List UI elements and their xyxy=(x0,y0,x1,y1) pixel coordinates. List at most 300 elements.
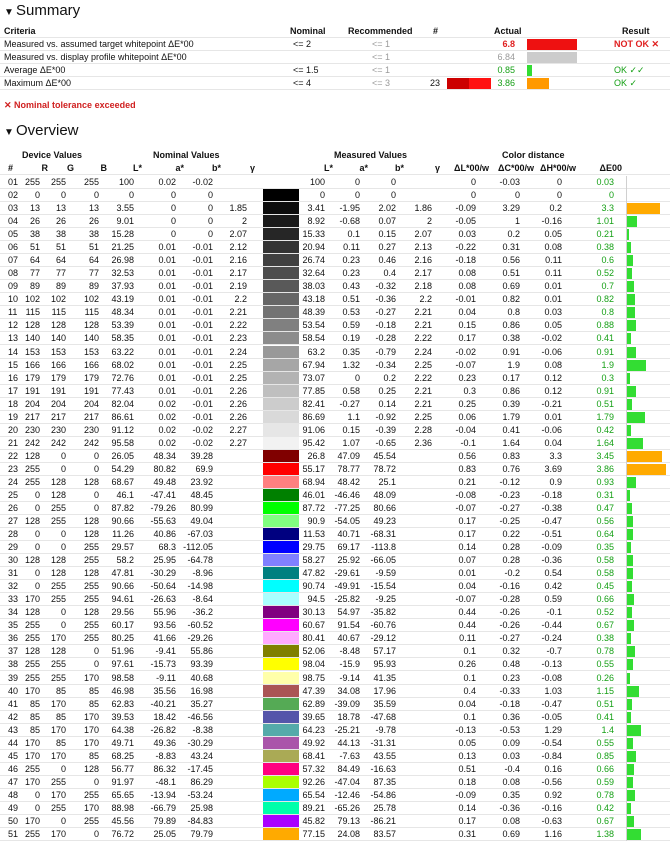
overview-cell: -0.65 xyxy=(375,438,396,448)
overview-cell: 0.42 xyxy=(596,803,614,813)
overview-cell: 2.17 xyxy=(229,268,247,278)
overview-cell: 0.28 xyxy=(502,555,520,565)
overview-cell: 29.75 xyxy=(302,542,325,552)
overview-cell: 37.93 xyxy=(111,281,134,291)
overview-cell: 0 xyxy=(60,764,66,774)
overview-cell: 0 xyxy=(34,790,40,800)
overview-cell: -46.56 xyxy=(187,712,213,722)
overview-cell: 63.2 xyxy=(307,347,325,357)
overview-col-header: b* xyxy=(395,163,404,173)
summary-header-actual: Actual xyxy=(494,26,522,36)
overview-cell: -15.54 xyxy=(370,581,396,591)
overview-cell: 179 xyxy=(24,373,40,383)
overview-cell: 153 xyxy=(83,347,99,357)
overview-cell: 48.39 xyxy=(302,307,325,317)
overview-cell: 32.64 xyxy=(302,268,325,278)
delta-e-bar xyxy=(627,659,633,670)
overview-cell: 06 xyxy=(8,242,19,252)
overview-cell: 34.08 xyxy=(337,686,360,696)
overview-cell: 255 xyxy=(83,542,99,552)
overview-cell: 0.28 xyxy=(502,542,520,552)
overview-cell: 128 xyxy=(50,477,66,487)
overview-cell: 0 xyxy=(60,620,66,630)
overview-cell: -0.03 xyxy=(499,177,520,187)
overview-cell: 0.58 xyxy=(596,568,614,578)
overview-cell: 0.8 xyxy=(507,307,520,317)
overview-cell: 38 xyxy=(29,229,40,239)
overview-cell: 255 xyxy=(24,620,40,630)
overview-cell: 1.79 xyxy=(596,412,614,422)
overview-cell: 2 xyxy=(241,216,247,226)
delta-e-bar xyxy=(627,333,631,344)
overview-cell: -0.01 xyxy=(192,373,213,383)
overview-cell: 2.22 xyxy=(414,333,432,343)
overview-cell: -9.59 xyxy=(375,568,396,578)
overview-cell: 0.01 xyxy=(158,307,176,317)
overview-cell: 30 xyxy=(8,555,19,565)
overview-cell: 0.35 xyxy=(596,542,614,552)
overview-cell: 0.01 xyxy=(158,242,176,252)
overview-cell: 11 xyxy=(8,307,18,317)
delta-e-bar xyxy=(627,581,632,592)
overview-cell: -8.83 xyxy=(155,751,176,761)
delta-e-bar xyxy=(627,699,632,710)
overview-cell: -84.83 xyxy=(187,816,213,826)
overview-cell: 230 xyxy=(50,425,66,435)
overview-cell: -0.08 xyxy=(541,673,562,683)
summary-actual-bar xyxy=(527,65,532,76)
overview-cell: 0.07 xyxy=(458,555,476,565)
overview-cell: 62.89 xyxy=(302,699,325,709)
overview-row-divider xyxy=(0,344,670,345)
overview-cell: 2.12 xyxy=(229,242,247,252)
overview-cell: 21.25 xyxy=(111,242,134,252)
overview-cell: -0.47 xyxy=(541,699,562,709)
overview-cell: 39.28 xyxy=(190,451,213,461)
overview-cell: 2.16 xyxy=(229,255,247,265)
overview-cell: 77 xyxy=(29,268,40,278)
overview-cell: 68.67 xyxy=(111,477,134,487)
overview-cell: 255 xyxy=(24,673,40,683)
overview-cell: 170 xyxy=(83,803,99,813)
delta-e-bar xyxy=(627,712,631,723)
delta-e-bar xyxy=(627,777,633,788)
overview-cell: -0.01 xyxy=(192,294,213,304)
overview-cell: 170 xyxy=(83,725,99,735)
overview-cell: 0 xyxy=(93,190,99,200)
overview-col-header: ΔH*00/w xyxy=(540,163,576,173)
overview-cell: 255 xyxy=(50,581,66,591)
overview-cell: 0.41 xyxy=(596,333,614,343)
overview-cell: -0.54 xyxy=(541,738,562,748)
overview-cell: 1.38 xyxy=(596,829,614,839)
overview-cell: 0 xyxy=(556,190,562,200)
overview-cell: 18.78 xyxy=(337,712,360,722)
overview-cell: 0.25 xyxy=(458,399,476,409)
overview-cell: 51.96 xyxy=(111,646,134,656)
overview-cell: 80.82 xyxy=(153,464,176,474)
overview-cell: 0.86 xyxy=(502,386,520,396)
overview-cell: 170 xyxy=(50,699,66,709)
overview-cell: 40.68 xyxy=(190,673,213,683)
summary-criteria: Measured vs. display profile whitepoint ΔE*00 xyxy=(4,52,187,62)
overview-cell: -0.24 xyxy=(541,633,562,643)
overview-cell: 83.57 xyxy=(373,829,396,839)
summary-row xyxy=(0,38,670,50)
overview-cell: -49.91 xyxy=(334,581,360,591)
overview-col-header: ΔE00 xyxy=(599,163,622,173)
overview-cell: 0.52 xyxy=(596,268,614,278)
overview-cell: 0.01 xyxy=(158,281,176,291)
overview-cell: 11.53 xyxy=(303,529,325,539)
summary-heading[interactable]: ▼ Summary xyxy=(4,2,81,19)
overview-cell: 170 xyxy=(50,633,66,643)
overview-cell: 79.13 xyxy=(337,816,360,826)
overview-cell: 51 xyxy=(88,242,99,252)
overview-cell: 0.23 xyxy=(342,255,360,265)
overview-cell: 170 xyxy=(83,673,99,683)
overview-cell: 42 xyxy=(8,712,19,722)
overview-cell: 0.01 xyxy=(158,255,176,265)
overview-cell: 78.77 xyxy=(337,464,360,474)
overview-cell: 0.01 xyxy=(158,360,176,370)
overview-cell: 242 xyxy=(83,438,99,448)
overview-row-divider xyxy=(0,670,670,671)
overview-cell: 68.25 xyxy=(111,751,134,761)
overview-cell: 95.42 xyxy=(302,438,325,448)
overview-cell: 0.78 xyxy=(596,790,614,800)
overview-cell: 82.41 xyxy=(302,399,325,409)
summary-recommended: <= 1 xyxy=(372,39,391,49)
summary-criteria: Average ΔE*00 xyxy=(4,65,66,75)
overview-cell: 0.1 xyxy=(463,712,476,722)
overview-cell: 47.82 xyxy=(302,568,325,578)
overview-cell: 0.01 xyxy=(458,568,476,578)
overview-cell: 1.15 xyxy=(596,686,614,696)
overview-cell: 47 xyxy=(8,777,19,787)
overview-cell: 89 xyxy=(29,281,40,291)
overview-cell: -0.38 xyxy=(541,503,562,513)
overview-cell: 0.01 xyxy=(544,281,562,291)
delta-e-bar xyxy=(627,386,636,397)
delta-e-bar xyxy=(627,503,632,514)
overview-col-header: γ xyxy=(434,163,440,173)
overview-cell: 0.78 xyxy=(596,646,614,656)
delta-e-bar xyxy=(627,255,633,266)
overview-cell: 79.89 xyxy=(153,816,176,826)
overview-col-header: B xyxy=(100,163,107,173)
overview-cell: 0.1 xyxy=(347,229,360,239)
overview-cell: 0 xyxy=(93,490,99,500)
overview-cell: 2.02 xyxy=(378,203,396,213)
overview-cell: 49 xyxy=(8,803,19,813)
collapse-triangle-icon[interactable]: ▼ xyxy=(4,7,14,18)
overview-cell: 0 xyxy=(34,490,40,500)
overview-cell: 128 xyxy=(50,555,66,565)
overview-cell: -0.47 xyxy=(541,516,562,526)
overview-cell: 34 xyxy=(8,607,19,617)
overview-cell: -7.63 xyxy=(339,751,360,761)
overview-cell: -0.07 xyxy=(455,503,476,513)
overview-cell: 87.82 xyxy=(111,503,134,513)
delta-e-bar xyxy=(627,373,630,384)
overview-cell: 52.06 xyxy=(302,646,325,656)
overview-cell: 0 xyxy=(207,216,213,226)
delta-e-bar xyxy=(627,542,631,553)
overview-cell: 72.76 xyxy=(111,373,134,383)
overview-col-header: a* xyxy=(175,163,184,173)
overview-col-header: L* xyxy=(133,163,142,173)
overview-cell: 0 xyxy=(60,529,66,539)
overview-cell: 49.36 xyxy=(153,738,176,748)
overview-cell: 0 xyxy=(354,373,360,383)
overview-cell: 255 xyxy=(50,177,66,187)
overview-cell: 0.21 xyxy=(458,477,476,487)
overview-cell: 58.54 xyxy=(302,333,325,343)
overview-cell: 0 xyxy=(60,607,66,617)
overview-cell: 87.35 xyxy=(373,777,396,787)
overview-cell: 47.09 xyxy=(337,451,360,461)
overview-cell: 255 xyxy=(83,594,99,604)
overview-cell: -0.63 xyxy=(541,816,562,826)
overview-cell: 0.26 xyxy=(596,673,614,683)
summary-recommended: <= 1 xyxy=(372,52,391,62)
overview-cell: -0.02 xyxy=(455,347,476,357)
overview-cell: 0.15 xyxy=(342,425,360,435)
overview-cell: 46.98 xyxy=(111,686,134,696)
overview-cell: 64 xyxy=(29,255,40,265)
summary-count: 23 xyxy=(430,78,441,88)
overview-cell: 22 xyxy=(8,451,19,461)
overview-cell: 87.72 xyxy=(302,503,325,513)
overview-cell: 77.43 xyxy=(111,386,134,396)
overview-cell: 13 xyxy=(29,203,40,213)
overview-cell: -8.96 xyxy=(192,568,213,578)
overview-cell: -25.21 xyxy=(334,725,360,735)
overview-cell: 0 xyxy=(354,190,360,200)
delta-e-bar xyxy=(627,686,639,697)
overview-cell: -0.02 xyxy=(192,177,213,187)
overview-cell: 0.66 xyxy=(596,594,614,604)
overview-cell: 255 xyxy=(50,673,66,683)
overview-cell: 0 xyxy=(170,229,176,239)
overview-cell: 0.07 xyxy=(378,216,396,226)
overview-cell: -0.23 xyxy=(499,490,520,500)
overview-cell: 49.92 xyxy=(302,738,325,748)
overview-cell: 255 xyxy=(24,829,40,839)
overview-group-device: Device Values xyxy=(22,150,83,160)
delta-e-bar xyxy=(627,529,633,540)
overview-cell: -0.09 xyxy=(455,790,476,800)
overview-cell: 2.21 xyxy=(414,320,432,330)
overview-cell: -112.05 xyxy=(183,542,213,552)
overview-cell: 49.71 xyxy=(111,738,134,748)
overview-cell: -9.11 xyxy=(156,673,176,683)
delta-e-bar xyxy=(627,607,632,618)
overview-cell: 43.18 xyxy=(302,294,325,304)
overview-cell: -8.64 xyxy=(192,594,213,604)
overview-cell: 0.31 xyxy=(596,490,614,500)
collapse-triangle-icon[interactable]: ▼ xyxy=(4,127,14,138)
overview-cell: 2.25 xyxy=(414,360,432,370)
overview-cell: 0.05 xyxy=(544,229,562,239)
overview-cell: 0.58 xyxy=(342,386,360,396)
overview-cell: -0.39 xyxy=(375,425,396,435)
overview-cell: 31 xyxy=(8,568,19,578)
overview-cell: 2.22 xyxy=(414,373,432,383)
overview-cell: 0.32 xyxy=(502,646,520,656)
overview-cell: 0.47 xyxy=(596,503,614,513)
summary-header-criteria: Criteria xyxy=(4,26,36,36)
overview-cell: 166 xyxy=(50,360,66,370)
overview-cell: -0.06 xyxy=(541,425,562,435)
overview-cell: 0.55 xyxy=(596,738,614,748)
overview-cell: 0.04 xyxy=(458,699,476,709)
overview-col-header: γ xyxy=(249,163,255,173)
overview-cell: -17.45 xyxy=(187,764,213,774)
overview-cell: 0.92 xyxy=(544,790,562,800)
overview-cell: 19 xyxy=(8,412,19,422)
overview-cell: 140 xyxy=(24,333,40,343)
overview-cell: 2.27 xyxy=(229,425,247,435)
overview-cell: 170 xyxy=(83,712,99,722)
overview-cell: -0.34 xyxy=(375,360,396,370)
overview-cell: 0.1 xyxy=(463,673,476,683)
overview-cell: 0.38 xyxy=(502,333,520,343)
overview-cell: 08 xyxy=(8,268,19,278)
overview-cell: 2.2 xyxy=(419,294,432,304)
overview-cell: 2.25 xyxy=(414,412,432,422)
overview-cell: 2.23 xyxy=(229,333,247,343)
overview-cell: -0.36 xyxy=(499,803,520,813)
overview-cell: 68.94 xyxy=(302,477,325,487)
overview-cell: 0.14 xyxy=(458,542,476,552)
overview-cell: 62.83 xyxy=(111,699,134,709)
overview-cell: 85 xyxy=(55,712,66,722)
overview-cell: 0.08 xyxy=(502,777,520,787)
overview-cell: -47.68 xyxy=(370,712,396,722)
overview-cell: 85 xyxy=(29,712,40,722)
overview-cell: 0.01 xyxy=(544,294,562,304)
overview-cell: 23 xyxy=(8,464,19,474)
overview-group-measured: Measured Values xyxy=(334,150,408,160)
overview-cell: 45.56 xyxy=(111,816,134,826)
overview-cell: 02 xyxy=(8,190,19,200)
overview-cell: 35.27 xyxy=(190,699,213,709)
delta-e-bar xyxy=(627,803,631,814)
overview-cell: 0.17 xyxy=(458,333,476,343)
overview-cell: -46.46 xyxy=(334,490,360,500)
overview-cell: 1.85 xyxy=(229,203,247,213)
overview-cell: 48.45 xyxy=(190,490,213,500)
overview-cell: 0.3 xyxy=(601,373,614,383)
overview-cell: 0.01 xyxy=(158,268,176,278)
overview-cell: 17 xyxy=(8,386,19,396)
overview-cell: 29.56 xyxy=(111,607,134,617)
overview-cell: 92.26 xyxy=(302,777,325,787)
overview-cell: 0.38 xyxy=(596,633,614,643)
overview-cell: 0.12 xyxy=(544,386,562,396)
overview-cell: 0.59 xyxy=(596,777,614,787)
delta-e-bar xyxy=(627,816,634,827)
summary-count-swatch xyxy=(447,78,491,89)
overview-cell: 8.92 xyxy=(307,216,325,226)
overview-cell: -0.13 xyxy=(455,725,476,735)
overview-cell: 0.51 xyxy=(596,699,614,709)
delta-e-bar xyxy=(627,477,636,488)
overview-cell: 0.19 xyxy=(342,333,360,343)
overview-cell: -0.01 xyxy=(192,399,213,409)
delta-e-bar xyxy=(627,320,636,331)
delta-e-bar xyxy=(627,399,632,410)
overview-cell: 255 xyxy=(50,516,66,526)
overview-cell: 0.55 xyxy=(596,659,614,669)
overview-cell: 95.58 xyxy=(111,438,134,448)
overview-cell: -0.09 xyxy=(541,542,562,552)
overview-cell: 102 xyxy=(50,294,66,304)
overview-cell: 24.08 xyxy=(337,829,360,839)
overview-cell: 48.34 xyxy=(111,307,134,317)
overview-cell: 13 xyxy=(88,203,99,213)
overview-cell: 51 xyxy=(29,242,40,252)
overview-cell: -0.12 xyxy=(499,477,520,487)
overview-cell: 0.85 xyxy=(596,751,614,761)
overview-cell: 255 xyxy=(24,659,40,669)
overview-cell: 0.23 xyxy=(342,268,360,278)
overview-cell: 1 xyxy=(514,216,520,226)
overview-cell: 41.66 xyxy=(153,633,176,643)
overview-cell: 38 xyxy=(88,229,99,239)
overview-cell: 0.26 xyxy=(458,659,476,669)
overview-cell: 217 xyxy=(24,412,40,422)
overview-cell: 0.02 xyxy=(158,412,176,422)
overview-cell: 90.66 xyxy=(111,516,134,526)
summary-actual-value: 6.8 xyxy=(502,39,515,49)
overview-cell: 191 xyxy=(50,386,66,396)
overview-cell: 86.29 xyxy=(190,777,213,787)
overview-cell: -0.16 xyxy=(541,216,562,226)
overview-cell: 0.83 xyxy=(502,451,520,461)
overview-cell: 84.49 xyxy=(337,764,360,774)
overview-cell: 3.29 xyxy=(502,203,520,213)
overview-cell: -86.21 xyxy=(370,816,396,826)
overview-cell: 2.26 xyxy=(229,399,247,409)
overview-cell: 98.04 xyxy=(302,659,325,669)
overview-cell: -0.44 xyxy=(541,620,562,630)
overview-cell: 0.23 xyxy=(458,373,476,383)
overview-cell: -48.1 xyxy=(155,777,176,787)
overview-cell: 255 xyxy=(83,816,99,826)
overview-cell: 0.45 xyxy=(596,581,614,591)
overview-cell: -47.41 xyxy=(150,490,176,500)
overview-cell: 0.16 xyxy=(544,764,562,774)
overview-heading[interactable]: ▼ Overview xyxy=(4,122,79,139)
overview-cell: 25.95 xyxy=(153,555,176,565)
overview-cell: 25.92 xyxy=(337,555,360,565)
overview-cell: 49.23 xyxy=(373,516,396,526)
overview-cell: 85 xyxy=(88,686,99,696)
overview-cell: 170 xyxy=(24,594,40,604)
overview-cell: 0.08 xyxy=(544,242,562,252)
overview-cell: 255 xyxy=(50,659,66,669)
overview-cell: -0.92 xyxy=(375,412,396,422)
overview-cell: -15.73 xyxy=(150,659,176,669)
overview-cell: 26.98 xyxy=(111,255,134,265)
overview-cell: -47.04 xyxy=(334,777,360,787)
overview-cell: -0.16 xyxy=(541,803,562,813)
overview-cell: 0.3 xyxy=(463,386,476,396)
overview-cell: 26.8 xyxy=(307,451,325,461)
